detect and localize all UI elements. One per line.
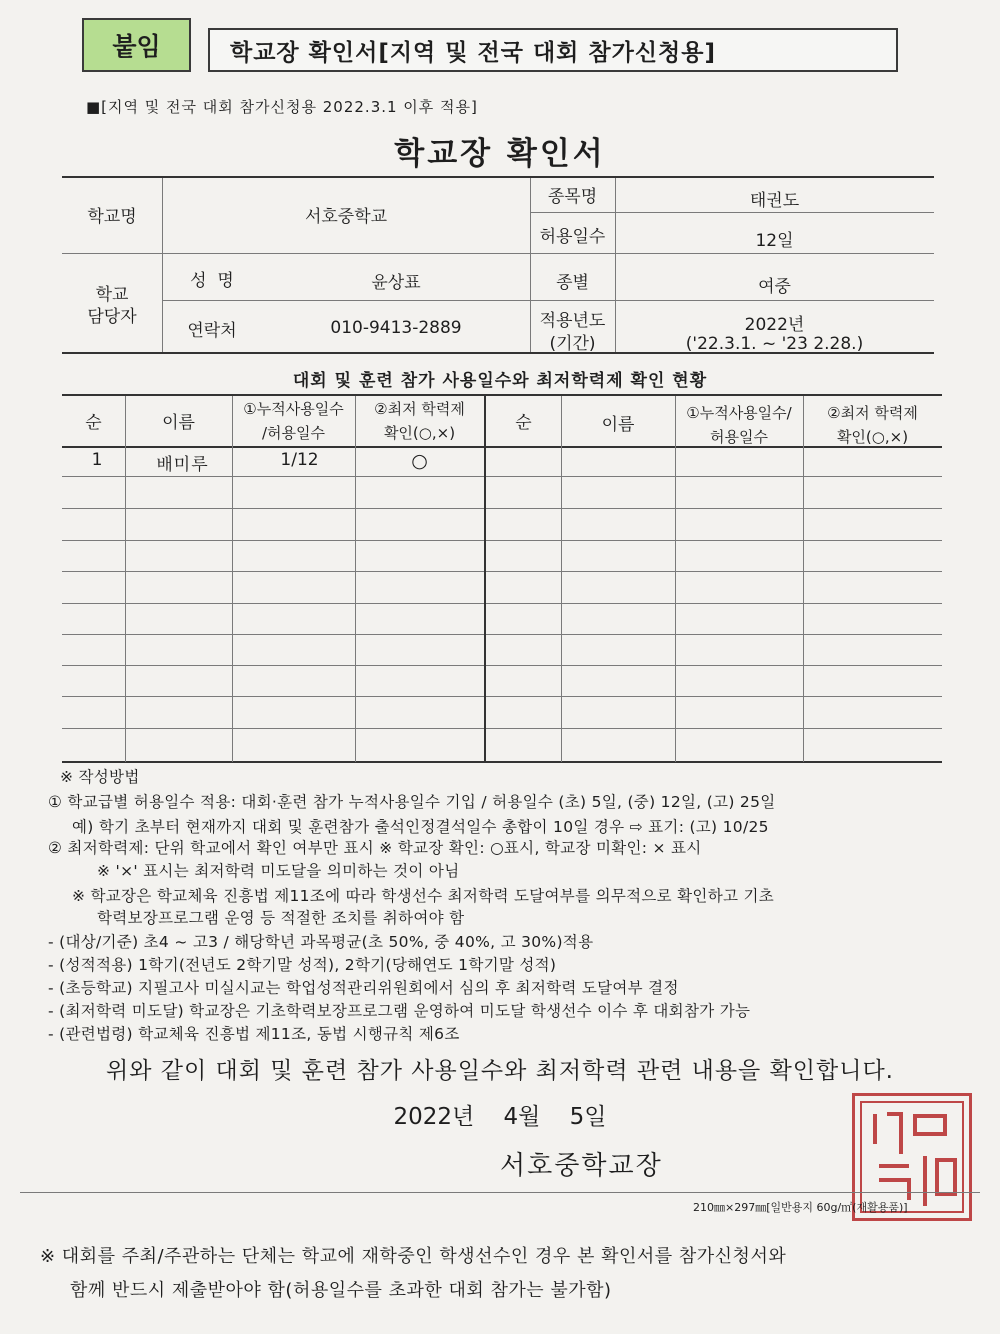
instruction-line: ※ '×' 표시는 최저학력 미도달을 의미하는 것이 아님 <box>97 862 460 880</box>
section-title: 대회 및 훈련 참가 사용일수와 최저학력제 확인 현황 <box>292 371 708 391</box>
row-no: 1 <box>91 450 103 470</box>
submission-note <box>40 1240 786 1308</box>
table-rule <box>62 253 934 254</box>
instruction-line: - (성적적용) 1학기(전년도 2학기말 성적), 2학기(당해연도 1학기말 성적) <box>48 956 557 974</box>
table-row-rule <box>62 540 942 541</box>
instruction-line: ※ 학교장은 학교체육 진흥법 제11조에 따라 학생선수 최저학력 도달여부를 의무적으로 확인하고 기초 <box>72 887 775 905</box>
table-row-rule <box>62 665 942 666</box>
contact-label: 연락처 <box>187 321 237 341</box>
manager-label: 학교 <box>95 285 129 305</box>
submission-note-line: ※ 대회를 주최/주관하는 단체는 학교에 재학중인 학생선수인 경우 본 확인서를 참가신청서와 <box>40 1246 787 1267</box>
header-no: 순 <box>85 413 102 433</box>
manager-label: 담당자 <box>87 307 137 327</box>
instruction-line: 학력보장프로그램 운영 등 적절한 조치를 취하여야 함 <box>97 909 465 927</box>
date-line <box>0 1098 1000 1131</box>
event-label: 종목명 <box>547 187 598 207</box>
table-rule <box>530 212 934 213</box>
header-days: ①누적사용일수 <box>243 400 344 418</box>
category-value: 여중 <box>758 277 791 297</box>
row-check: ○ <box>411 450 428 472</box>
table-row-rule <box>62 696 942 697</box>
header-check-right: 확인(○,×) <box>836 428 909 446</box>
instruction-line: - (대상/기준) 초4 ~ 고3 / 해당학년 과목평균(초 50%, 중 40%, 고 30%)적용 <box>48 933 594 951</box>
header-days-right: ①누적사용일수/ <box>686 404 792 422</box>
header-no-right: 순 <box>515 413 532 433</box>
instruction-line: 예) 학기 초부터 현재까지 대회 및 훈련참가 출석인정결석일수 총합이 10일 경우 ⇨ 표기: (고) 10/25 <box>72 818 769 836</box>
table-border <box>62 394 942 396</box>
name-value: 윤상표 <box>371 273 421 293</box>
instruction-line: ① 학교급별 허용일수 적용: 대회·훈련 참가 누적사용일수 기입 / 허용일수 (초) 5일, (중) 12일, (고) 25일 <box>48 793 776 811</box>
year-label: 적용년도 <box>539 311 606 331</box>
row-name: 배미루 <box>156 455 209 475</box>
header-check-right: ②최저 학력제 <box>827 404 918 422</box>
year-value: 2022년 <box>744 315 805 335</box>
date-day: 5일 <box>569 1104 607 1130</box>
category-label: 종별 <box>556 273 589 293</box>
header-days-right: 허용일수 <box>710 428 768 446</box>
year-label: (기간) <box>549 334 596 354</box>
table-row-rule <box>62 761 942 763</box>
table-row-rule <box>62 476 942 477</box>
allowed-days-label: 허용일수 <box>539 227 606 247</box>
instruction-line: - (최저학력 미도달) 학교장은 기초학력보장프로그램 운영하여 미도달 학생선수 이수 후 대회참가 가능 <box>48 1002 751 1020</box>
header-check: ②최저 학력제 <box>374 400 465 418</box>
event-value: 태권도 <box>749 191 800 211</box>
school-name-value: 서호중학교 <box>304 207 388 227</box>
table-row-rule <box>62 508 942 509</box>
name-label: 성 명 <box>190 271 234 291</box>
table-rule <box>675 396 676 762</box>
table-rule <box>803 396 804 762</box>
attachment-tag: 붙임 <box>82 18 191 72</box>
school-name-label: 학교명 <box>87 207 137 227</box>
instruction-line: - (관련법령) 학교체육 진흥법 제11조, 동법 시행규칙 제6조 <box>48 1025 460 1043</box>
table-rule <box>162 300 934 301</box>
document-title: 학교장 확인서 <box>394 136 606 172</box>
footer-rule <box>20 1192 980 1193</box>
table-divider <box>484 396 486 762</box>
paper-size-note: 210㎜×297㎜[일반용지 60g/㎡(재활용품)] <box>693 1201 908 1214</box>
header-name-right: 이름 <box>601 415 635 435</box>
submission-note-line: 함께 반드시 제출받아야 함(허용일수를 초과한 대회 참가는 불가함) <box>70 1280 612 1301</box>
principal-signature: 서호중학교장 <box>500 1151 663 1181</box>
date-year: 2022년 <box>393 1104 475 1130</box>
table-row-rule <box>62 634 942 635</box>
table-rule <box>561 396 562 762</box>
instruction-line: - (초등학교) 지필고사 미실시교는 학업성적관리위원회에서 심의 후 최저학력 도달여부 결정 <box>48 979 679 997</box>
table-border <box>62 176 934 178</box>
table-row-rule <box>62 571 942 572</box>
contact-value: 010-9413-2889 <box>330 318 462 338</box>
instruction-line: ② 최저학력제: 단위 학교에서 확인 여부만 표시 ※ 학교장 확인: ○표시, 학교장 미확인: × 표시 <box>48 839 702 857</box>
period-value: ('22.3.1. ~ '23 2.28.) <box>685 334 864 354</box>
allowed-days-value: 12일 <box>755 231 794 251</box>
table-row-rule <box>62 728 942 729</box>
row-days: 1/12 <box>280 450 319 470</box>
header-days: /허용일수 <box>261 424 325 442</box>
header-check: 확인(○,×) <box>383 424 456 442</box>
header-name: 이름 <box>162 413 195 433</box>
confirmation-statement: 위와 같이 대회 및 훈련 참가 사용일수와 최저학력 관련 내용을 확인합니다. <box>106 1058 894 1084</box>
form-heading: 학교장 확인서[지역 및 전국 대회 참가신청용] <box>208 28 898 72</box>
date-month: 4월 <box>503 1104 541 1130</box>
table-row-rule <box>62 603 942 604</box>
instruction-line: ※ 작성방법 <box>60 768 140 786</box>
applicability-note: ■[지역 및 전국 대회 참가신청용 2022.3.1 이후 적용] <box>86 98 478 116</box>
